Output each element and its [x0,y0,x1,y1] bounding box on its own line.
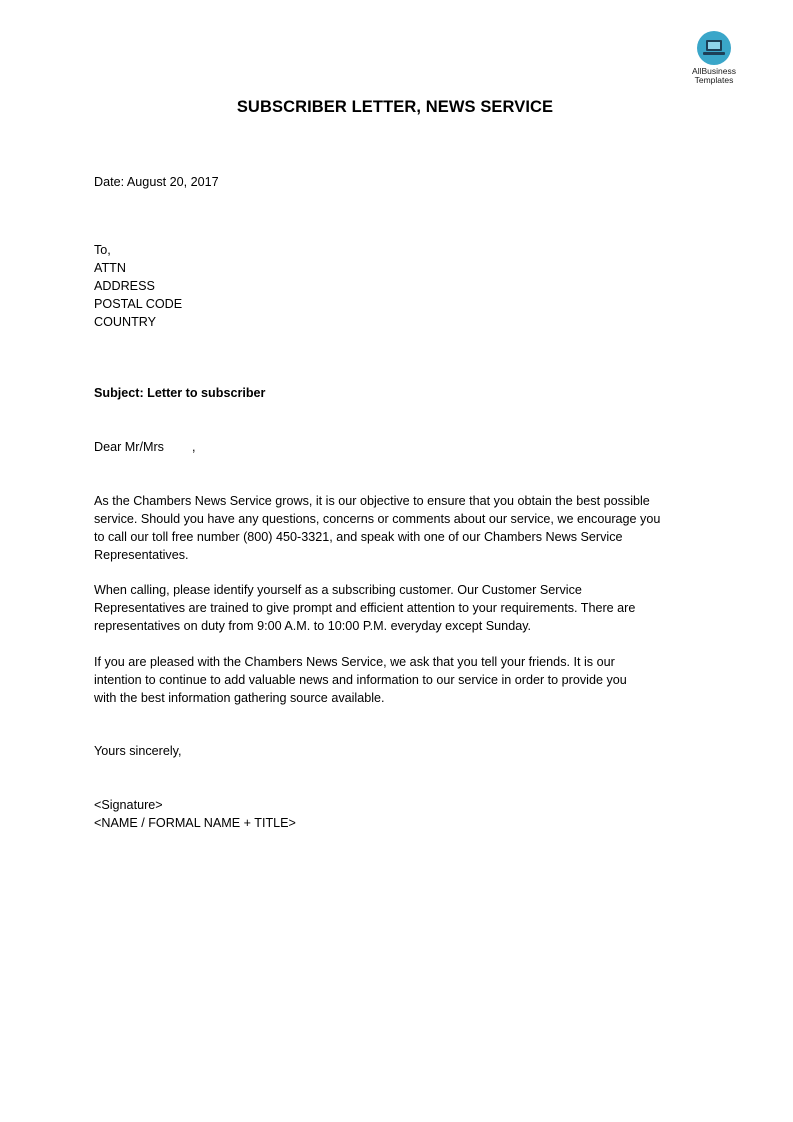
letter-salutation: Dear Mr/Mrs , [94,440,196,454]
recipient-postal-code: POSTAL CODE [94,297,183,311]
letter-date: Date: August 20, 2017 [94,175,219,189]
allbusiness-templates-logo [681,31,747,85]
signature-placeholder: <Signature> [94,798,163,812]
paragraph-line: to call our toll free number (800) 450-3321, and speak with one of our Chambers News Service [94,530,623,544]
recipient-attn: ATTN [94,261,126,275]
paragraph-line: with the best information gathering source available. [94,691,385,705]
logo-text [681,67,747,85]
recipient-address: ADDRESS [94,279,155,293]
logo-badge [697,31,731,65]
paragraph-line: As the Chambers News Service grows, it is our objective to ensure that you obtain the best possible [94,494,650,508]
body-paragraph-3 [94,653,704,707]
paragraph-line: When calling, please identify yourself as a subscribing customer. Our Customer Service [94,583,582,597]
paragraph-line: Representatives. [94,548,189,562]
name-title-placeholder: <NAME / FORMAL NAME + TITLE> [94,816,296,830]
paragraph-line: intention to continue to add valuable news and information to our service in order to provide you [94,673,627,687]
recipient-to: To, [94,243,111,257]
paragraph-line: Representatives are trained to give prompt and efficient attention to your requirements. There are [94,601,636,615]
document-title: SUBSCRIBER LETTER, NEWS SERVICE [236,98,554,116]
letter-subject: Subject: Letter to subscriber [94,386,266,400]
logo-line-1: AllBusiness [692,66,736,76]
laptop-icon [703,39,725,57]
letter-closing: Yours sincerely, [94,744,182,758]
body-paragraph-2 [94,581,704,635]
paragraph-line: service. Should you have any questions, concerns or comments about our service, we encourage you [94,512,661,526]
paragraph-line: representatives on duty from 9:00 A.M. to 10:00 P.M. everyday except Sunday. [94,619,532,633]
body-paragraph-1 [94,492,704,564]
paragraph-line: If you are pleased with the Chambers News Service, we ask that you tell your friends. It is our [94,655,615,669]
recipient-country: COUNTRY [94,315,157,329]
logo-line-2: Templates [694,75,734,85]
